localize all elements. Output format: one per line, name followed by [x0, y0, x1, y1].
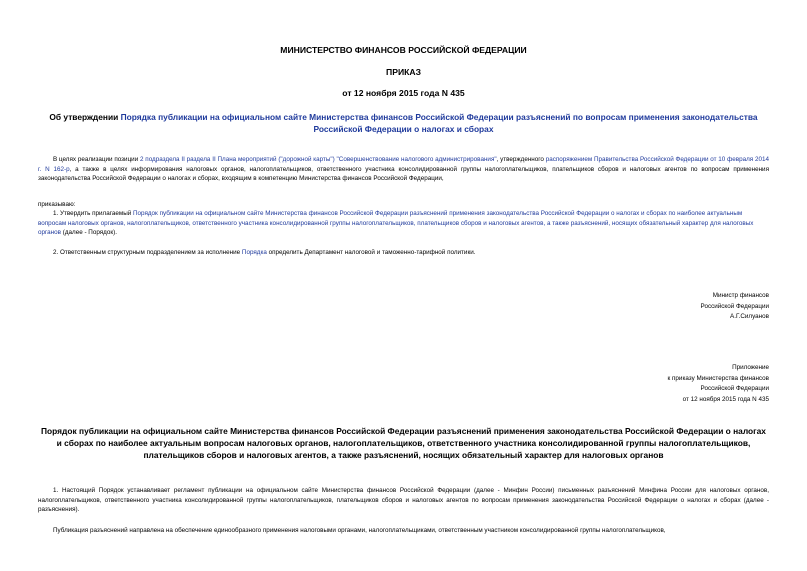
signature-block: [701, 291, 769, 323]
procedure-paragraph-2: Публикация разъяснений направлена на обеспечение единообразного применения налоговыми органами, налогоплательщиками, ответственным участником консолидированной группы налогоплательщиков,: [53, 527, 666, 534]
preamble-text-1: В целях реализации позиции: [53, 156, 140, 163]
title-link[interactable]: Порядка публикации на официальном сайте Министерства финансов Российской Федерации разъяснений по вопросам применения законодательства Российской Федерации о налогах и сборах: [120, 112, 758, 134]
order-word: приказываю:: [38, 201, 76, 208]
procedure-short-link[interactable]: Порядка: [241, 249, 267, 256]
item-1-paragraph: [38, 209, 769, 238]
item-2-text-1: 2. Ответственным структурным подразделением за исполнение: [53, 249, 242, 256]
item-2-text-2: определить Департамент налоговой и таможенно-тарифной политики.: [266, 249, 476, 256]
title-prefix: Об утверждении: [49, 112, 121, 122]
appendix-line-4: от 12 ноября 2015 года N 435: [682, 395, 769, 403]
ministry-heading: МИНИСТЕРСТВО ФИНАНСОВ РОССИЙСКОЙ ФЕДЕРАЦИИ: [280, 45, 527, 55]
preamble-text-2: , утвержденного: [496, 156, 546, 163]
appendix-line-3: Российской Федерации: [700, 385, 769, 392]
procedure-paragraph-1: 1. Настоящий Порядок устанавливает регламент публикации на официальном сайте Министерства финансов Российской Федерации (далее - Минфин России) письменных разъяснений Минфина России для налоговых органов, налогоплательщиков, ответственного участника консолидированной группы налогоплательщиков, плательщиков сборов и налоговых агентов по вопросам применения законодательства Российской Федерации о налогах и сборах (далее - разъяснения).: [38, 487, 769, 513]
plan-link[interactable]: 2 подраздела II раздела II Плана мероприятий ("дорожной карты") "Совершенствование налогового администрирования": [140, 156, 497, 163]
signature-line-3: А.Г.Силуанов: [730, 313, 769, 320]
appendix-line-1: Приложение: [732, 364, 769, 371]
document-type: ПРИКАЗ: [386, 67, 421, 77]
item-2-paragraph: [38, 248, 769, 258]
appendix-block: [668, 363, 769, 405]
item-1-text-2: (далее - Порядок).: [61, 229, 117, 236]
procedure-title: Порядок публикации на официальном сайте Министерства финансов Российской Федерации разъяснений применения законодательства Российской Федерации о налогах и сборах по наиболее актуальным вопросам налоговых органов, налогоплательщиков, ответственного участника консолидированной группы налогоплательщиков, плательщиков сборов и налоговых агентов, а также разъяснений, носящих обязательный характер для налоговых органов: [41, 426, 766, 460]
procedure-link[interactable]: Порядок публикации на официальном сайте Министерства финансов Российской Федерации разъяснений применения законодательства Российской Федерации о налогах и сборах по наиболее актуальным вопросам налоговых органов, налогоплательщиков, ответственного участника консолидированной группы налогоплательщиков, плательщиков сборов и налоговых агентов, а также разъяснений, носящих обязательный характер для налоговых органов: [38, 210, 754, 236]
document-date-number: от 12 ноября 2015 года N 435: [342, 88, 465, 98]
item-1-text-1: 1. Утвердить прилагаемый: [53, 210, 134, 217]
signature-line-1: Министр финансов: [712, 292, 769, 299]
appendix-line-2: к приказу Министерства финансов: [667, 374, 769, 382]
government-order-link[interactable]: распоряжением Правительства Российской Федерации от 10 февраля 2014 г. N 162-р: [38, 156, 769, 173]
document-title: [38, 111, 769, 135]
preamble-paragraph: [38, 155, 769, 184]
signature-line-2: Российской Федерации: [700, 302, 769, 310]
preamble-text-3: , а также в целях информирования налоговых органов, налогоплательщиков, ответственного участника консолидированной группы налогоплательщиков, плательщиков сборов и налоговых агентов по вопросам применения законодательства Российской Федерации о налогах и сборах, входящим в компетенцию Министерства финансов Российской Федерации,: [38, 165, 769, 182]
